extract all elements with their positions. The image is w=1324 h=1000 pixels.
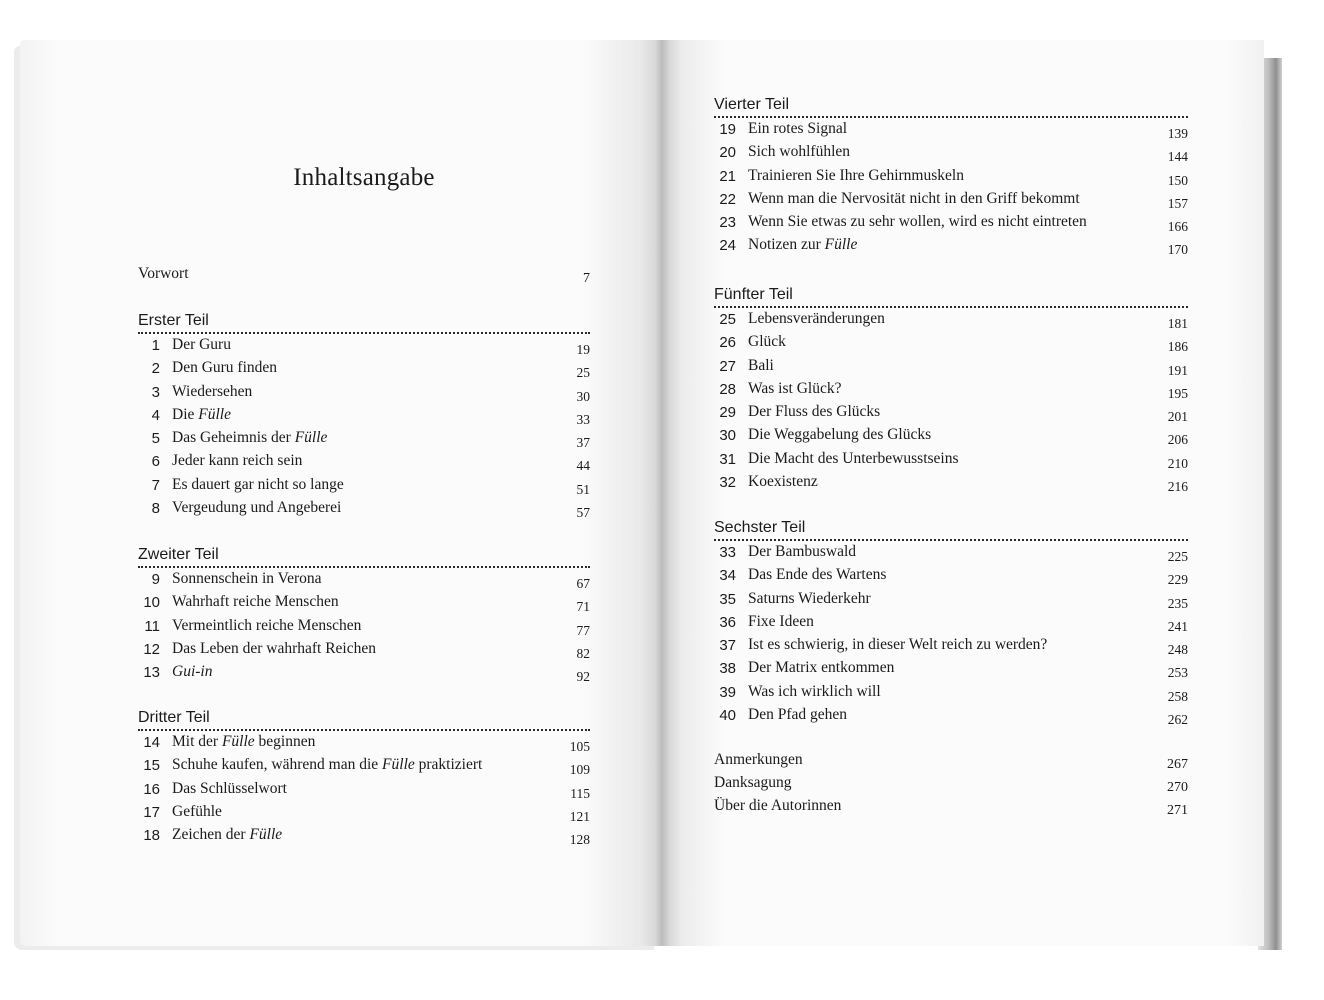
chapter-title <box>748 473 818 491</box>
chapter-number: 8 <box>151 500 160 518</box>
chapter-number: 39 <box>719 683 736 701</box>
chapter-number: 5 <box>151 430 160 448</box>
chapter-title-emphasis: Fülle <box>221 733 255 750</box>
chapter-page: 82 <box>576 645 590 661</box>
chapter-title-text: Den Pfad gehen <box>748 706 847 724</box>
toc-entry <box>138 359 590 382</box>
chapter-title-text: Lebensveränderungen <box>748 310 885 327</box>
chapter-number: 31 <box>719 450 736 468</box>
chapter-title <box>748 659 894 677</box>
entry-name: Danksagung <box>714 774 792 791</box>
entry-page: 267 <box>1167 757 1188 772</box>
chapter-page: 33 <box>576 411 590 427</box>
chapter-title <box>172 826 282 844</box>
chapter-title <box>748 590 871 608</box>
chapter-number: 6 <box>151 453 160 471</box>
chapter-title-text: Fixe Ideen <box>748 612 814 630</box>
chapter-number: 25 <box>719 311 736 328</box>
chapter-title <box>748 143 850 161</box>
chapter-number: 9 <box>151 571 160 588</box>
chapter-title-text: Notizen zur <box>748 236 825 254</box>
chapter-page: 195 <box>1167 385 1188 401</box>
chapter-page: 206 <box>1167 432 1188 448</box>
chapter-title-text: Sonnenschein in Verona <box>172 570 322 587</box>
chapter-title-text: Glück <box>748 333 786 351</box>
chapter-title-text: Wiedersehen <box>172 382 253 400</box>
chapter-page: 166 <box>1167 219 1188 235</box>
chapter-title-emphasis: Fülle <box>249 826 283 844</box>
toc-entry <box>714 683 1188 706</box>
chapter-title-text: Was ist Glück? <box>748 379 842 397</box>
toc-entry <box>714 774 1188 797</box>
chapter-page: 181 <box>1167 316 1188 331</box>
chapter-title-text: praktiziert <box>414 756 483 774</box>
toc-entry <box>714 213 1188 236</box>
chapter-page: 77 <box>576 622 590 638</box>
toc-entry <box>138 570 590 593</box>
chapter-number: 4 <box>151 406 160 424</box>
chapter-title-emphasis: Fülle <box>198 405 231 423</box>
part-5 <box>714 286 1188 496</box>
chapter-title-text: Der Bambuswald <box>748 543 857 560</box>
chapter-title <box>172 359 277 377</box>
chapter-title-text: Trainieren Sie Ihre Gehirnmuskeln <box>748 166 964 184</box>
toc-title: Inhaltsangabe <box>293 164 435 191</box>
toc-entry <box>714 357 1188 380</box>
chapter-number: 7 <box>151 476 160 494</box>
chapter-title-text: Die Weggabelung des Glücks <box>748 426 932 444</box>
chapter-title-emphasis: Fülle <box>382 756 415 774</box>
toc-entry <box>714 143 1188 166</box>
chapter-page: 51 <box>576 481 590 497</box>
chapter-page: 57 <box>576 505 590 521</box>
book-gutter <box>655 40 669 946</box>
chapter-number: 32 <box>719 474 736 492</box>
chapter-title <box>172 733 315 751</box>
chapter-page: 210 <box>1167 455 1188 471</box>
chapter-number: 2 <box>151 360 160 378</box>
entry-name: Anmerkungen <box>714 751 803 768</box>
entry-page: 271 <box>1167 803 1188 818</box>
chapter-title <box>748 380 841 398</box>
chapter-title-text: Das Schlüsselwort <box>172 779 287 797</box>
toc-entry <box>714 636 1188 659</box>
part-4 <box>714 96 1188 260</box>
toc-entry <box>714 751 1188 774</box>
chapter-number: 22 <box>719 190 736 208</box>
chapter-title <box>172 780 287 798</box>
chapter-title <box>748 357 774 375</box>
toc-entry <box>138 406 590 429</box>
chapter-title <box>172 617 361 635</box>
part-heading: Zweiter Teil <box>138 546 590 568</box>
toc-entry <box>138 733 590 756</box>
chapter-title-text: Wenn man die Nervosität nicht in den Griff bekommt <box>748 189 1080 207</box>
chapter-title <box>748 310 885 328</box>
chapter-page: 92 <box>576 669 590 685</box>
chapter-title-text: Das Ende des Wartens <box>748 566 887 584</box>
chapter-title-text: Der Guru <box>172 336 231 353</box>
chapter-title <box>748 683 881 701</box>
chapter-page: 121 <box>569 808 590 824</box>
part-6 <box>714 519 1188 729</box>
chapter-title <box>172 756 482 774</box>
chapter-page: 241 <box>1167 618 1188 634</box>
part-heading: Vierter Teil <box>714 96 1188 118</box>
toc-entry <box>714 167 1188 190</box>
part-3 <box>138 709 590 849</box>
chapter-title <box>172 499 341 517</box>
part-heading: Erster Teil <box>138 312 590 334</box>
toc-entry <box>138 476 590 499</box>
toc-entry <box>714 236 1188 259</box>
chapter-title-text: Der Fluss des Glücks <box>748 403 881 421</box>
chapter-page: 248 <box>1167 642 1188 658</box>
toc-entry <box>138 780 590 803</box>
chapter-title <box>748 426 931 444</box>
chapter-title <box>748 167 964 185</box>
chapter-page: 37 <box>576 435 590 451</box>
chapter-page: 150 <box>1167 172 1188 188</box>
chapter-number: 26 <box>719 334 736 352</box>
toc-entry <box>138 452 590 475</box>
toc-entry <box>138 803 590 826</box>
toc-entry <box>714 120 1188 143</box>
chapter-title <box>748 213 1087 231</box>
toc-entry <box>138 617 590 640</box>
chapter-title-text: Die Macht des Unterbewusstseins <box>748 449 959 467</box>
chapter-title <box>172 406 231 424</box>
chapter-title-emphasis: Gui-in <box>172 663 213 681</box>
chapter-title-text: Ist es schwierig, in dieser Welt reich zu werden? <box>748 636 1048 654</box>
chapter-title-text: Schuhe kaufen, während man die <box>172 756 383 774</box>
chapter-page: 139 <box>1167 126 1188 141</box>
chapter-title <box>748 543 856 561</box>
chapter-number: 19 <box>719 121 736 138</box>
chapter-number: 24 <box>719 237 736 255</box>
chapter-number: 1 <box>151 337 160 354</box>
chapter-number: 34 <box>719 567 736 585</box>
chapter-title-emphasis: Fülle <box>824 236 858 254</box>
toc-entry <box>138 593 590 616</box>
chapter-page: 229 <box>1167 572 1188 588</box>
chapter-number: 27 <box>719 357 736 375</box>
part-2 <box>138 546 590 686</box>
chapter-title-text: Das Leben der wahrhaft Reichen <box>172 639 376 657</box>
part-1 <box>138 312 590 522</box>
chapter-number: 23 <box>719 214 736 232</box>
toc-entry <box>714 566 1188 589</box>
entry-name: Über die Autorinnen <box>714 797 842 814</box>
toc-entry <box>714 473 1188 496</box>
chapter-title-text: Vermeintlich reiche Menschen <box>172 616 362 634</box>
toc-entry <box>714 310 1188 333</box>
toc-entry <box>138 265 590 288</box>
toc-entry <box>714 543 1188 566</box>
entry-page: 7 <box>583 271 590 286</box>
chapter-title <box>748 566 886 584</box>
chapter-number: 38 <box>719 660 736 678</box>
chapter-title-text: Bali <box>748 356 774 374</box>
chapter-page: 44 <box>576 458 590 474</box>
chapter-number: 14 <box>143 734 160 751</box>
toc-entry <box>138 640 590 663</box>
chapter-title-text: Wenn Sie etwas zu sehr wollen, wird es nicht eintreten <box>748 213 1087 231</box>
chapter-title <box>748 636 1047 654</box>
chapter-number: 29 <box>719 404 736 422</box>
chapter-page: 157 <box>1167 195 1188 211</box>
chapter-number: 40 <box>719 707 736 725</box>
chapter-title <box>172 570 322 588</box>
chapter-number: 17 <box>143 803 160 821</box>
chapter-page: 201 <box>1167 409 1188 425</box>
chapter-title-emphasis: Fülle <box>294 429 328 447</box>
chapter-number: 15 <box>143 757 160 775</box>
toc-entry <box>714 590 1188 613</box>
chapter-page: 109 <box>569 762 590 778</box>
part-heading: Dritter Teil <box>138 709 590 731</box>
chapter-title-text: Wahrhaft reiche Menschen <box>172 593 339 611</box>
chapter-title <box>748 706 847 724</box>
chapter-title <box>748 236 857 254</box>
chapter-title <box>172 663 212 681</box>
chapter-number: 28 <box>719 380 736 398</box>
chapter-title <box>172 383 252 401</box>
chapter-page: 71 <box>576 599 590 615</box>
preface-entry <box>138 265 590 288</box>
chapter-title-text: Die <box>172 405 199 423</box>
chapter-number: 13 <box>143 664 160 682</box>
chapter-title <box>172 452 302 470</box>
toc-entry <box>714 613 1188 636</box>
toc-entry <box>138 383 590 406</box>
chapter-title <box>172 593 339 611</box>
chapter-number: 35 <box>719 590 736 608</box>
chapter-page: 115 <box>570 785 590 801</box>
chapter-number: 12 <box>143 640 160 658</box>
chapter-number: 33 <box>719 544 736 561</box>
chapter-title-text: beginnen <box>254 733 316 750</box>
chapter-page: 216 <box>1167 479 1188 495</box>
chapter-page: 67 <box>576 576 590 591</box>
chapter-page: 19 <box>576 342 590 357</box>
toc-entry <box>714 333 1188 356</box>
chapter-title <box>748 190 1080 208</box>
toc-entry <box>714 190 1188 213</box>
back-matter <box>714 751 1188 820</box>
chapter-page: 128 <box>569 832 590 848</box>
chapter-title <box>748 120 847 138</box>
chapter-number: 16 <box>143 780 160 798</box>
chapter-page: 105 <box>569 739 590 754</box>
chapter-title-text: Jeder kann reich sein <box>172 452 303 470</box>
toc-entry <box>714 659 1188 682</box>
chapter-page: 144 <box>1167 149 1188 165</box>
chapter-page: 253 <box>1167 665 1188 681</box>
chapter-page: 186 <box>1167 339 1188 355</box>
toc-entry <box>714 426 1188 449</box>
chapter-title-text: Das Geheimnis der <box>172 429 295 447</box>
chapter-page: 235 <box>1167 595 1188 611</box>
chapter-title-text: Der Matrix entkommen <box>748 659 895 677</box>
toc-entry <box>138 499 590 522</box>
chapter-title <box>172 476 344 494</box>
chapter-title <box>172 336 231 354</box>
part-heading: Sechster Teil <box>714 519 1188 541</box>
chapter-title-text: Gefühle <box>172 802 222 820</box>
chapter-number: 36 <box>719 613 736 631</box>
chapter-title-text: Vergeudung und Angeberei <box>172 499 342 517</box>
toc-entry <box>138 663 590 686</box>
chapter-title-text: Was ich wirklich will <box>748 682 881 700</box>
toc-entry <box>714 706 1188 729</box>
chapter-number: 20 <box>719 144 736 162</box>
chapter-number: 10 <box>143 594 160 612</box>
chapter-page: 25 <box>576 365 590 381</box>
chapter-page: 225 <box>1167 549 1188 564</box>
chapter-title-text: Zeichen der <box>172 826 250 844</box>
chapter-title <box>748 333 786 351</box>
chapter-number: 18 <box>143 827 160 845</box>
chapter-title-text: Sich wohlfühlen <box>748 143 851 161</box>
chapter-number: 11 <box>144 617 160 635</box>
chapter-page: 262 <box>1167 712 1188 728</box>
chapter-number: 21 <box>719 167 736 185</box>
chapter-number: 3 <box>151 383 160 401</box>
toc-entry <box>138 429 590 452</box>
chapter-title <box>172 803 222 821</box>
toc-entry <box>138 826 590 849</box>
chapter-page: 30 <box>576 388 590 404</box>
chapter-page: 191 <box>1167 362 1188 378</box>
chapter-title-text: Es dauert gar nicht so lange <box>172 475 344 493</box>
chapter-title-text: Koexistenz <box>748 473 818 491</box>
toc-entry <box>138 756 590 779</box>
chapter-title <box>748 403 880 421</box>
chapter-number: 37 <box>719 637 736 655</box>
chapter-title <box>748 450 959 468</box>
toc-entry <box>138 336 590 359</box>
chapter-number: 30 <box>719 427 736 445</box>
toc-entry <box>714 450 1188 473</box>
part-heading: Fünfter Teil <box>714 286 1188 308</box>
chapter-title-text: Mit der <box>172 733 222 750</box>
toc-entry <box>714 380 1188 403</box>
chapter-title <box>172 640 376 658</box>
chapter-title-text: Ein rotes Signal <box>748 120 848 137</box>
entry-name: Vorwort <box>138 265 189 282</box>
entry-page: 270 <box>1167 780 1188 795</box>
toc-entry <box>714 403 1188 426</box>
chapter-title-text: Saturns Wiederkehr <box>748 589 871 607</box>
chapter-title-text: Den Guru finden <box>172 359 278 377</box>
chapter-title <box>172 429 327 447</box>
chapter-page: 258 <box>1167 688 1188 704</box>
chapter-page: 170 <box>1167 242 1188 258</box>
chapter-title <box>748 613 814 631</box>
toc-entry <box>714 797 1188 820</box>
